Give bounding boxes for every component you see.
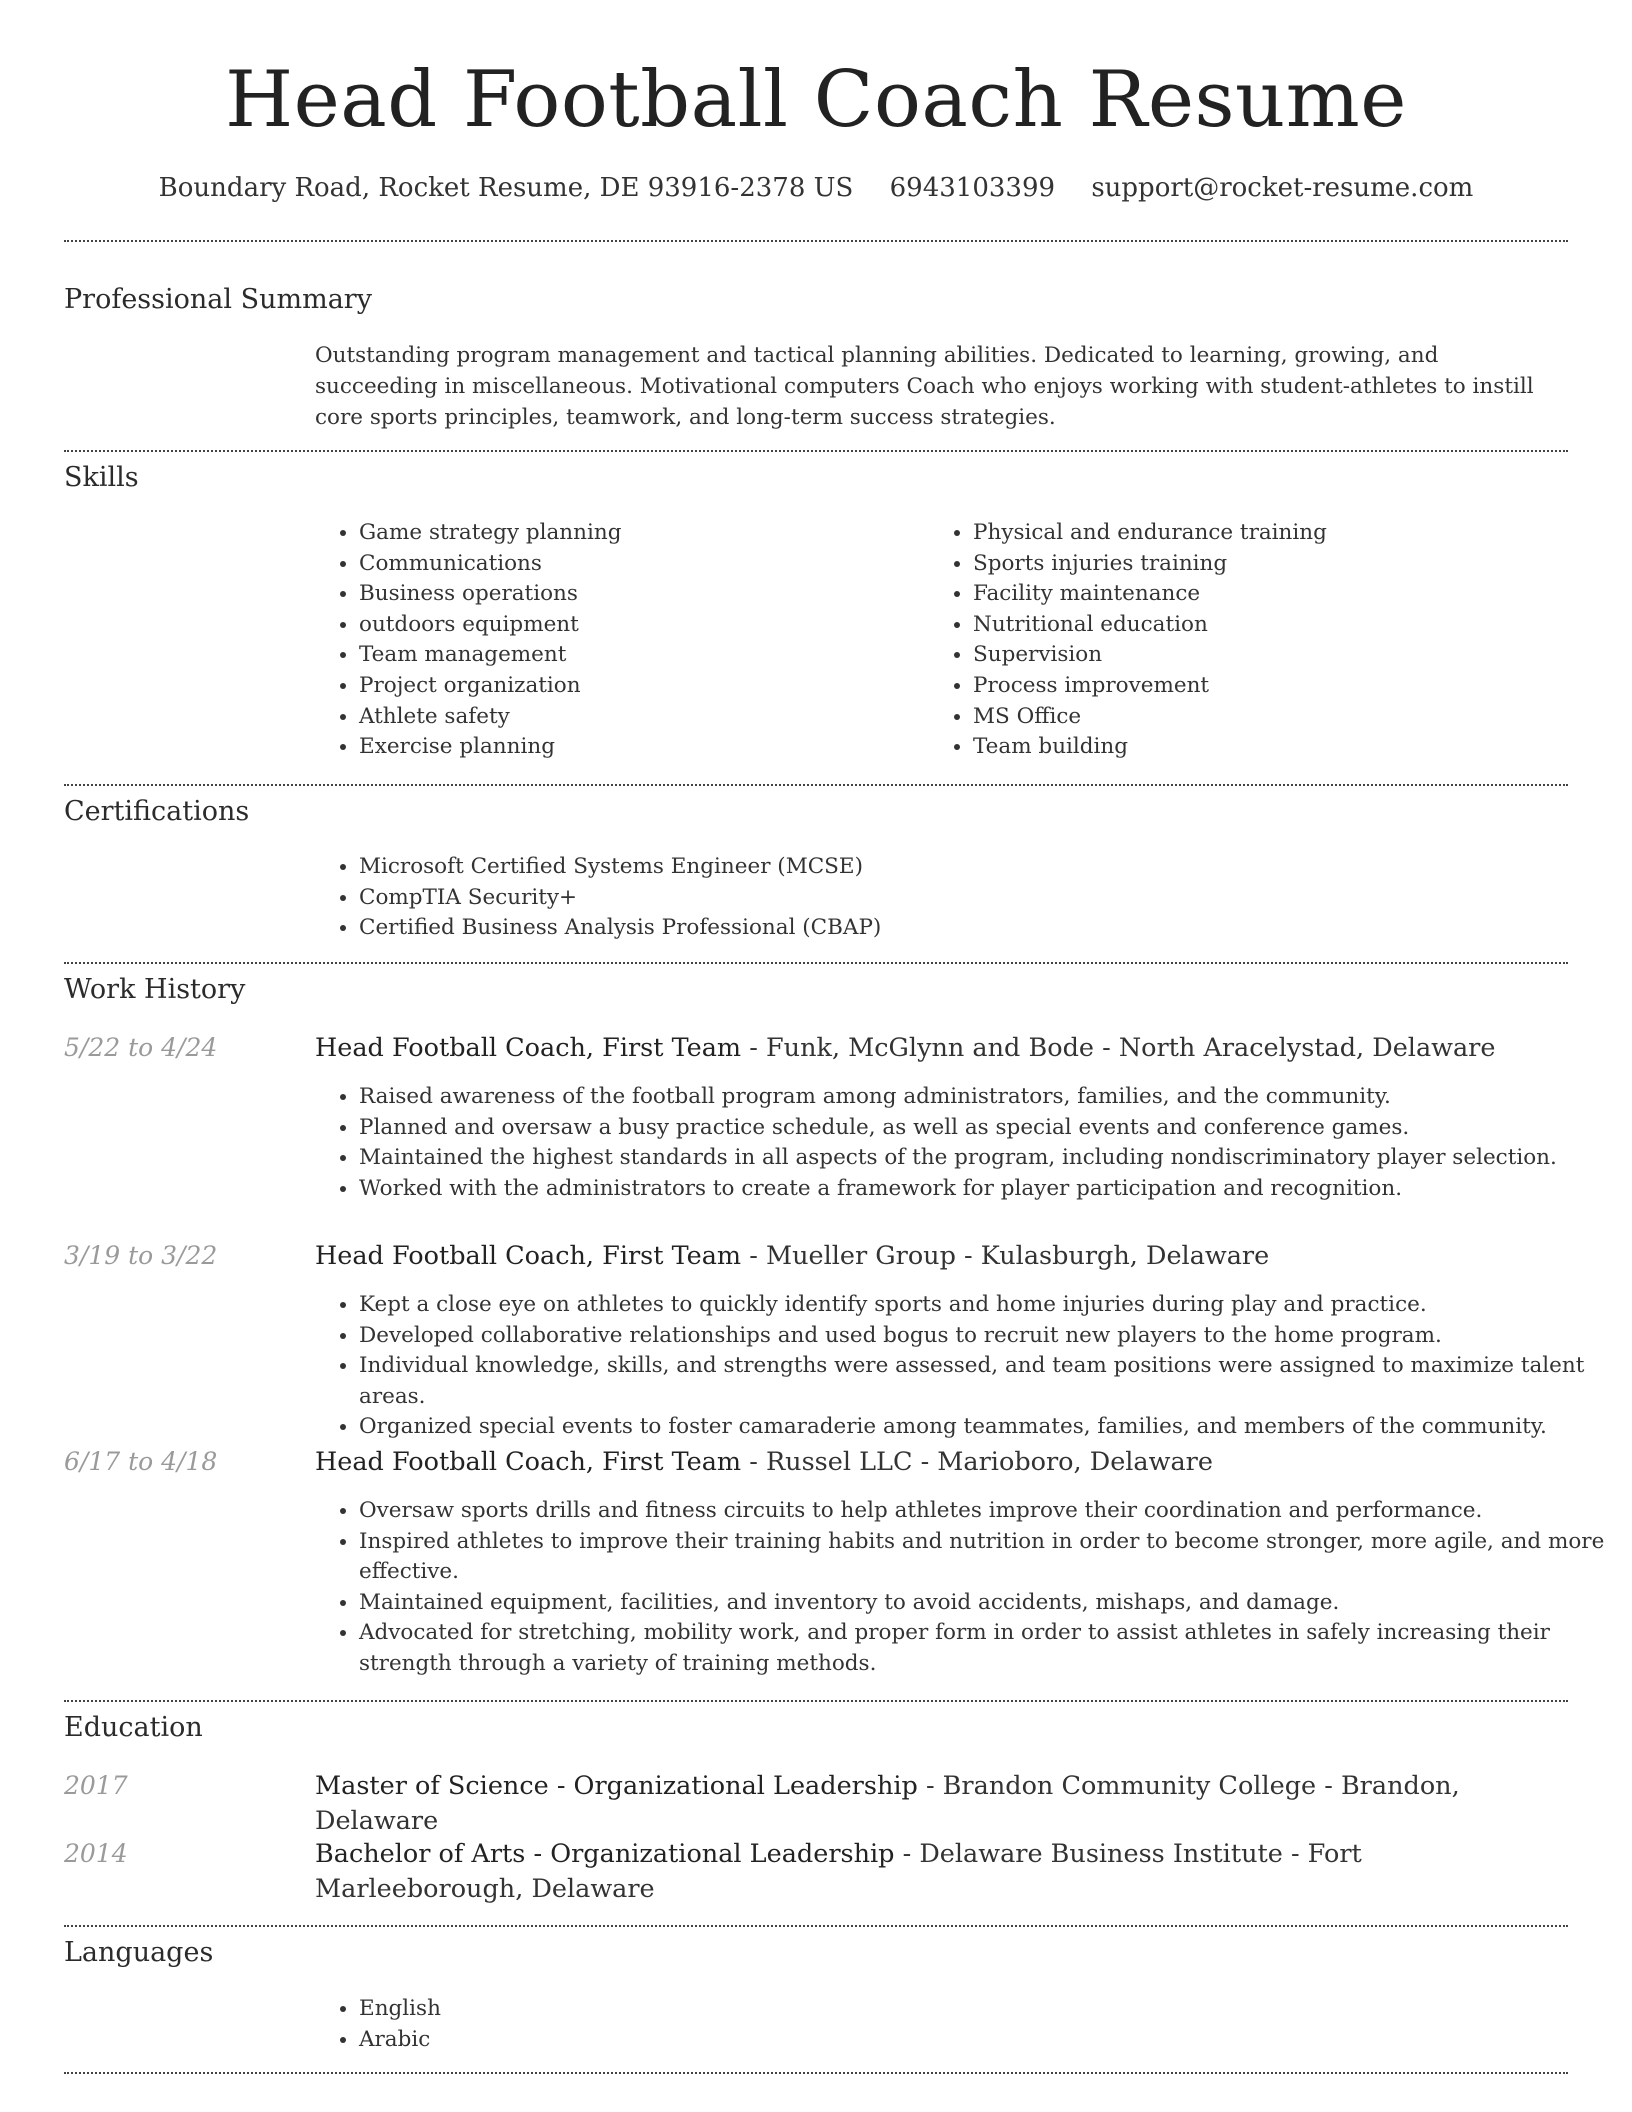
job-bullet: • Developed collaborative relationships and used bogus to recruit new players to the home program. bbox=[359, 1321, 1609, 1352]
section-title-languages: Languages bbox=[64, 1937, 214, 1968]
languages-list bbox=[315, 1994, 959, 2055]
education-entry bbox=[315, 1837, 1565, 1907]
skill-item: • Project organization bbox=[359, 671, 919, 702]
skill-item: • Sports injuries training bbox=[973, 549, 1573, 580]
skill-item: • MS Office bbox=[973, 702, 1573, 733]
section-title-education: Education bbox=[64, 1712, 203, 1743]
job-bullet: • Organized special events to foster camaraderie among teammates, families, and members of the community. bbox=[359, 1412, 1609, 1443]
skill-item: • Team building bbox=[973, 732, 1573, 763]
education-degree: Master of Science - Organizational Leadership bbox=[315, 1771, 918, 1801]
job-title: Head Football Coach, First Team bbox=[315, 1241, 742, 1271]
skill-item: • outdoors equipment bbox=[359, 610, 919, 641]
job-employer: - Mueller Group - Kulasburgh, Delaware bbox=[741, 1241, 1270, 1271]
skills-list-left bbox=[315, 518, 919, 763]
skill-item: • Facility maintenance bbox=[973, 579, 1573, 610]
divider bbox=[64, 1700, 1568, 1702]
job-heading bbox=[315, 1239, 1565, 1274]
certification-item: • Certified Business Analysis Professional (CBAP) bbox=[359, 913, 1559, 944]
job-bullet: • Advocated for stretching, mobility work, and proper form in order to assist athletes in safely increasing their strength through a variety of training methods. bbox=[359, 1618, 1609, 1679]
job-dates: 5/22 to 4/24 bbox=[64, 1033, 218, 1062]
job-heading bbox=[315, 1445, 1565, 1480]
skill-item: • Business operations bbox=[359, 579, 919, 610]
job-bullet: • Oversaw sports drills and fitness circuits to help athletes improve their coordination and performance. bbox=[359, 1496, 1609, 1527]
language-item: • Arabic bbox=[359, 2025, 959, 2056]
job-bullets bbox=[315, 1496, 1609, 1680]
job-bullet: • Maintained the highest standards in all aspects of the program, including nondiscriminatory player selection. bbox=[359, 1143, 1609, 1174]
job-title: Head Football Coach, First Team bbox=[315, 1033, 742, 1063]
contact-line bbox=[0, 170, 1632, 206]
job-dates: 3/19 to 3/22 bbox=[64, 1241, 218, 1270]
summary-text: Outstanding program management and tactical planning abilities. Dedicated to learning, growing, and succeeding in miscellaneous. Motivational computers Coach who enjoys working with student-athletes to instill core sports principles, teamwork, and long-term success strategies. bbox=[315, 343, 1534, 430]
divider bbox=[64, 240, 1568, 242]
job-employer: - Funk, McGlynn and Bode - North Aracelystad, Delaware bbox=[741, 1033, 1496, 1063]
education-school: - Delaware Business Institute - Fort Marleeborough, Delaware bbox=[315, 1839, 1362, 1904]
skill-item: • Exercise planning bbox=[359, 732, 919, 763]
section-title-skills: Skills bbox=[64, 462, 139, 493]
skill-item: • Process improvement bbox=[973, 671, 1573, 702]
section-title-certifications: Certifications bbox=[64, 796, 250, 827]
contact-phone: 6943103399 bbox=[889, 173, 1056, 203]
job-bullet: • Inspired athletes to improve their training habits and nutrition in order to become stronger, more agile, and more effective. bbox=[359, 1527, 1609, 1588]
divider bbox=[64, 2072, 1568, 2074]
education-year: 2017 bbox=[64, 1771, 128, 1800]
job-bullet: • Kept a close eye on athletes to quickly identify sports and home injuries during play and practice. bbox=[359, 1290, 1609, 1321]
job-bullet: • Maintained equipment, facilities, and inventory to avoid accidents, mishaps, and damage. bbox=[359, 1588, 1609, 1619]
education-year: 2014 bbox=[64, 1839, 128, 1868]
contact-address: Boundary Road, Rocket Resume, DE 93916-2378 US bbox=[158, 173, 854, 203]
skills-list-right bbox=[929, 518, 1573, 763]
section-title-summary: Professional Summary bbox=[64, 284, 372, 315]
section-title-work-history: Work History bbox=[64, 974, 246, 1005]
education-school: - Brandon Community College - Brandon, Delaware bbox=[315, 1771, 1460, 1836]
certifications-list bbox=[315, 852, 1559, 944]
divider bbox=[64, 784, 1568, 786]
job-bullet: • Planned and oversaw a busy practice schedule, as well as special events and conference games. bbox=[359, 1113, 1609, 1144]
divider bbox=[64, 450, 1568, 452]
job-title: Head Football Coach, First Team bbox=[315, 1447, 742, 1477]
skill-item: • Supervision bbox=[973, 640, 1573, 671]
certification-item: • Microsoft Certified Systems Engineer (MCSE) bbox=[359, 852, 1559, 883]
job-dates: 6/17 to 4/18 bbox=[64, 1447, 218, 1476]
job-bullet: • Worked with the administrators to create a framework for player participation and recognition. bbox=[359, 1174, 1609, 1205]
skill-item: • Physical and endurance training bbox=[973, 518, 1573, 549]
divider bbox=[64, 962, 1568, 964]
resume-title: Head Football Coach Resume bbox=[225, 55, 1407, 145]
education-entry bbox=[315, 1769, 1565, 1839]
skill-item: • Game strategy planning bbox=[359, 518, 919, 549]
divider bbox=[64, 1925, 1568, 1927]
skill-item: • Nutritional education bbox=[973, 610, 1573, 641]
job-bullet: • Individual knowledge, skills, and strengths were assessed, and team positions were assigned to maximize talent areas. bbox=[359, 1351, 1609, 1412]
job-bullet: • Raised awareness of the football program among administrators, families, and the community. bbox=[359, 1082, 1609, 1113]
job-heading bbox=[315, 1031, 1565, 1066]
contact-email: support@rocket-resume.com bbox=[1091, 173, 1474, 203]
job-bullets bbox=[315, 1290, 1609, 1443]
job-employer: - Russel LLC - Marioboro, Delaware bbox=[741, 1447, 1213, 1477]
education-degree: Bachelor of Arts - Organizational Leadership bbox=[315, 1839, 895, 1869]
skill-item: • Athlete safety bbox=[359, 702, 919, 733]
certification-item: • CompTIA Security+ bbox=[359, 883, 1559, 914]
skill-item: • Communications bbox=[359, 549, 919, 580]
job-bullets bbox=[315, 1082, 1609, 1204]
skill-item: • Team management bbox=[359, 640, 919, 671]
language-item: • English bbox=[359, 1994, 959, 2025]
